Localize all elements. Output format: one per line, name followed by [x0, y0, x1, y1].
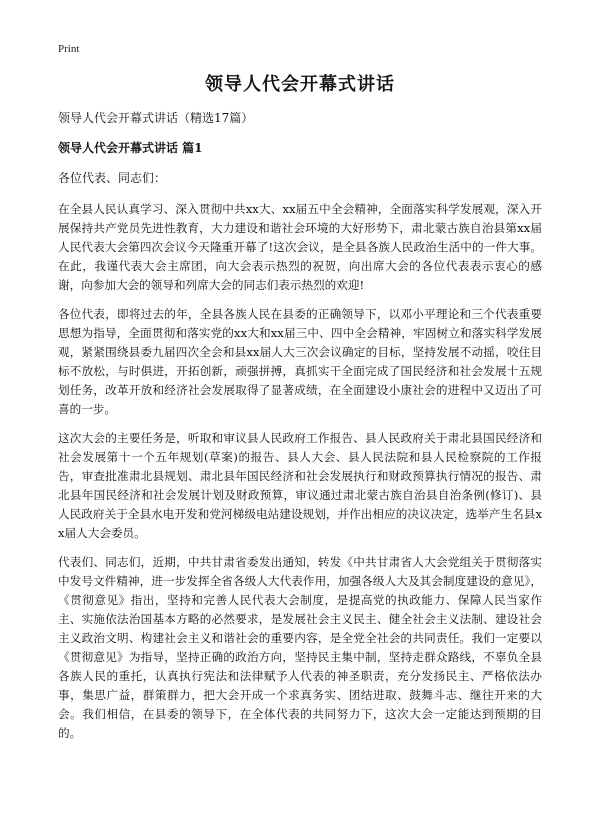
paragraph-1: 在全县人民认真学习、深入贯彻中共xx大、xx届五中全会精神，全面落实科学发展观，深入开展保持共产党员先进性教育，大力建设和谐社会环境的大好形势下，肃北蒙古族自治县第xx届人民代表大会第四次会议今天隆重开幕了!这次会议，是全县各族人民政治生活中的一件大事。在此，我谨代表大会主席团，向大会表示热烈的祝贺，向出席大会的各位代表表示衷心的感谢，向参加大会的领导和列席大会的同志们表示热烈的欢迎!: [58, 202, 542, 292]
paragraph-4: 代表们、同志们，近期，中共甘肃省委发出通知，转发《中共甘肃省人大会党组关于贯彻落实中发号文件精神，进一步发挥全省各级人大代表作用，加强各级人大及其会制度建设的意见》，《贯彻意见》指出，坚持和完善人民代表大会制度，是提高党的执政能力、保障人民当家作主、实施依法治国基本方略的必然要求，是发展社会主义民主、健全社会主义法制、建设社会主义政治文明、构建社会主义和谐社会的重要内容，是全党全社会的共同责任。我们一定要以《贯彻意见》为指导，坚持正确的政治方向，坚持民主集中制，坚持走群众路线，不辜负全县各族人民的重托，认真执行宪法和法律赋予人代表的神圣职责，充分发扬民主、严格依法办事，集思广益，群策群力，把大会开成一个求真务实、团结进取、鼓舞斗志、继往开来的大会。我们相信，在县委的领导下，在全体代表的共同努力下，这次大会一定能达到预期的目的。: [58, 555, 542, 740]
salutation: 各位代表、同志们：: [58, 171, 167, 185]
document-subtitle: 领导人代会开幕式讲话（精选17篇）: [58, 111, 254, 125]
section-heading: 领导人代会开幕式讲话 篇1: [58, 141, 203, 155]
paragraph-3: 这次大会的主要任务是，听取和审议县人民政府工作报告、县人民政府关于肃北县国民经济和社会发展第十一个五年规划(草案)的报告、县人大会、县人民法院和县人民检察院的工作报告，审查批准肃北县规划、肃北县年国民经济和社会发展执行和财政预算执行情况的报告、肃北县年国民经济和社会发展计划及财政预算，审议通过肃北蒙古族自治县自治条例(修订)、县人民政府关于全县水电开发和党河梯级电站建设规划，并作出相应的决议决定，选举产生名县xx届人大会委员。: [58, 431, 542, 540]
print-label: Print: [58, 43, 80, 55]
paragraph-2: 各位代表，即将过去的年，全县各族人民在县委的正确领导下，以邓小平理论和三个代表重要思想为指导，全面贯彻和落实党的xx大和xx届三中、四中全会精神，牢固树立和落实科学发展观，紧紧围绕县委九届四次全会和县xx届人大三次会议确定的目标，坚持发展不动摇，咬住目标不放松，与时俱进，开拓创新，顽强拼搏，真抓实干全面完成了国民经济和社会发展十五规划任务，改革开放和经济社会发展取得了显著成绩，在全面建设小康社会的进程中又迈出了可喜的一步。: [58, 307, 542, 416]
document-title: 领导人代会开幕式讲话: [205, 74, 395, 95]
